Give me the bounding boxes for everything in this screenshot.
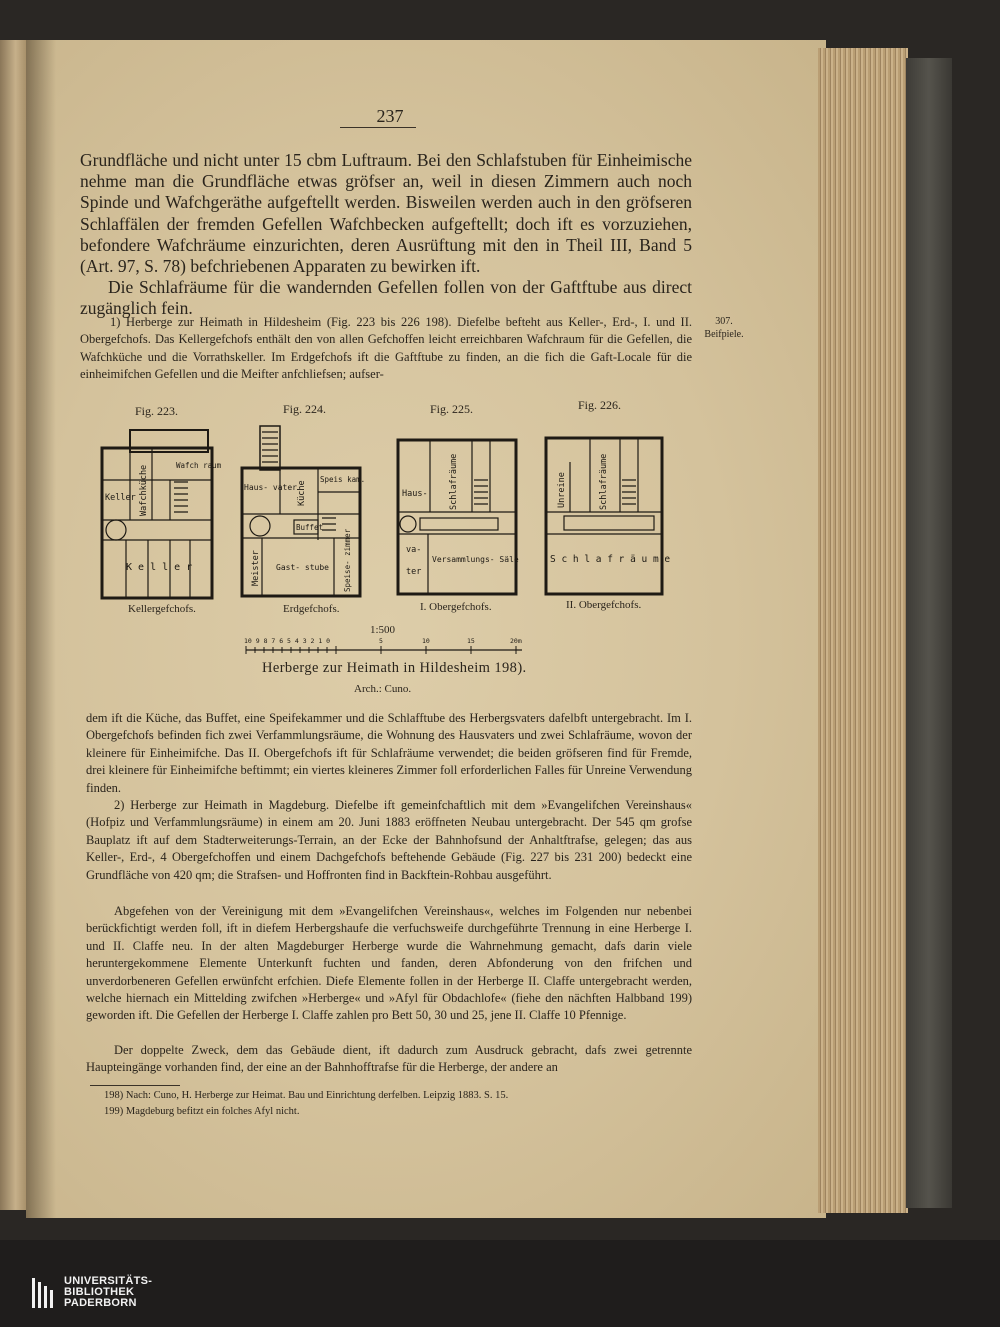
scale-tick-left: 10 9 8 7 6 5 4 3 2 1 0 [244, 637, 331, 645]
paragraph-5: 2) Herberge zur Heimath in Magdeburg. Diefelbe ift gemeinfchaftlich mit dem »Evangelifchen Vereinshaus« (Hofpiz und Verfammlungsräume) in einem am 20. Juni 1883 eröffneten Neubau untergebracht. Der 545 qm grofse Bauplatz ift auf dem Stadterweiterungs-Terrain, an der Ecke der Bahnhofsund der Anhaltftrafse, gelegen; das aus Keller-, Erd-, 4 Obergefchoffen und einem Dachgefchofs beftehende Gebäude (Fig. 227 bis 231 200) bedeckt eine Grundfläche von 420 qm; die Strafsen- und Hoffronten find in Backftein-Rohbau ausgeführt. [86, 798, 692, 882]
footnote-199: 199) Magdeburg befitzt ein folches Afyl nicht. [104, 1106, 300, 1117]
room-meister: Meister [251, 550, 261, 586]
room-va: va- [406, 545, 422, 555]
room-kueche: Küche [297, 480, 307, 506]
fig-223-label: Fig. 223. [135, 404, 179, 418]
scale-tick-20: 20m [510, 637, 522, 645]
paragraph-6: Abgefehen von der Vereinigung mit dem »Evangelifchen Vereinshaus«, welches im Folgenden nur nebenbei berückfichtigt werden foll, ift in diefem Herbergshaufe die verfuchsweife durchgeführte Trennung in eine Herberge I. und II. Claffe neu. In der alten Magdeburger Herberge wurde die Wahrnehmung gemacht, dafs darin viele heruntergekommene Elemente Unterkunft fuchten und fanden, deren Abfonderung von den frifchen und unverdorbeneren Gefellen erwünfcht erfchien. Diefe Elemente follen in der Herberge II. Claffe untergebracht werden, welche hiernach ein Mittelding zwifchen »Herberge« und »Afyl für Obdachlofe« (fiehe den nächften Halbband 199) geworden ift. Die Gefellen der Herberge I. Claffe zahlen pro Bett 50, 30 und 25, jene II. Claffe 10 Pfennige. [86, 904, 692, 1023]
paragraph-4: dem ift die Küche, das Buffet, eine Speifekammer und die Schlafftube des Herbergsvaters dafelbft untergebracht. Im I. Obergefchofs befinden fich zwei Verfammlungsräume, die Wohnung des Hausvaters und zwei Schlafräume, wovon der kleinere für Einheimifche. Das II. Obergefchofs ift für Schlafräume verwendet; die beiden gröfseren find für Fremde, drei kleinere für Einheimifche beftimmt; ein viertes kleineres Zimmer foll erforderlichen Falles für Unreine Verwendung finden. [86, 711, 692, 795]
fig-225-label: Fig. 225. [430, 402, 474, 416]
margin-note [702, 315, 746, 341]
room-waschkueche: Wafchküche [139, 464, 149, 516]
library-logo-text [64, 1276, 152, 1309]
fig-223-caption: Kellergefchofs. [128, 603, 196, 615]
room-speiskammer: Speis kam. [320, 475, 366, 484]
fig-225-caption: I. Obergefchofs. [420, 601, 492, 613]
fig-226-label: Fig. 226. [578, 398, 622, 412]
margin-note-text: Beifpiele. [704, 329, 744, 340]
figure-architect: Arch.: Cuno. [354, 683, 412, 695]
scale-tick-10: 10 [422, 637, 430, 645]
scale-bar [240, 636, 530, 660]
scale-tick-15: 15 [467, 637, 475, 645]
footnote-rule [90, 1085, 180, 1086]
room-schlafraeume-row: S c h l a f r ä u m e [550, 554, 670, 565]
room-buffet: Buffet [296, 523, 324, 532]
room-schlafraeume-og1: Schlafräume [449, 453, 459, 510]
page-number: 237 [376, 106, 404, 126]
room-keller: Keller [105, 493, 136, 503]
floor-plans [90, 420, 670, 600]
fig-224-caption: Erdgefchofs. [283, 603, 340, 615]
page-number-rule [340, 127, 416, 128]
figure-title: Herberge zur Heimath in Hildesheim 198). [262, 660, 527, 676]
page-edges [818, 48, 908, 1213]
book-cover [906, 58, 952, 1208]
fig-226-caption: II. Obergefchofs. [566, 599, 642, 611]
room-versammlungssaele: Versammlungs- Säle [432, 555, 519, 564]
logo-line-1: UNIVERSITÄTS- [64, 1275, 153, 1287]
scale-ratio: 1:500 [370, 624, 396, 636]
room-keller-row: K e l l e r [126, 562, 193, 573]
paragraph-7: Der doppelte Zweck, dem das Gebäude dient, ift dadurch zum Ausdruck gebracht, dafs zwei getrennte Haupteingänge vorhanden find, der eine an der Bahnhofftrafse für die Herberge, der andere an [86, 1043, 692, 1075]
paragraph-2: Die Schlafräume für die wandernden Gefellen follen von der Gaftftube aus direct zugänglich fein. [80, 277, 692, 319]
page-gutter-shadow [26, 40, 56, 1218]
room-unreine: Unreine [557, 472, 567, 508]
room-speisezimmer: Speise- zimmer [343, 528, 352, 592]
room-ter: ter [406, 567, 422, 577]
logo-line-2: BIBLIOTHEK [64, 1286, 135, 1298]
room-schlafraeume-og2: Schlafräume [599, 453, 609, 510]
room-haus: Haus- [402, 489, 428, 499]
paragraph-3: 1) Herberge zur Heimath in Hildesheim (Fig. 223 bis 226 198). Diefelbe befteht aus Keller-, Erd-, I. und II. Obergefchofs. Das Kellergefchofs enthält den von allen Gefchoffen leicht erreichbaren Wafchraum für die Gefellen, die Wafchküche und die Vorrathskeller. Im Erdgefchofs ift die Gaftftube zu finden, an die fich die Gaft-Locale für die einheimifchen Gefellen und die Meifter anfchliefsen; aufser- [80, 315, 692, 382]
library-logo-icon [32, 1278, 58, 1308]
paragraph-1: Grundfläche und nicht unter 15 cbm Luftraum. Bei den Schlafstuben für Einheimische nehme man die Grundfläche etwas gröfser an, weil in diesen Zimmern auch noch Spinde und Wafchgeräthe aufgeftellt werden. Bisweilen werden auch in den gröfseren Schlaffälen der fremden Gefellen Wafchbecken aufgeftellt; doch ift es vorzuziehen, befondere Wafchräume einzurichten, deren Ausrüftung mit den in Theil III, Band 5 (Art. 97, S. 78) befchriebenen Apparaten zu bewirken ift. [80, 150, 692, 277]
footnote-198: 198) Nach: Cuno, H. Herberge zur Heimat. Bau und Einrichtung derfelben. Leipzig 1883. S. 15. [104, 1090, 509, 1101]
margin-note-number: 307. [715, 316, 733, 327]
fig-224-label: Fig. 224. [283, 402, 327, 416]
room-hausvater: Haus- vater [244, 483, 297, 492]
scale-tick-5: 5 [379, 637, 383, 645]
logo-line-3: PADERBORN [64, 1297, 137, 1309]
room-gaststube: Gast- stube [276, 563, 329, 572]
left-page-edge [0, 40, 26, 1210]
room-waschraum: Wafch raum [176, 461, 222, 470]
